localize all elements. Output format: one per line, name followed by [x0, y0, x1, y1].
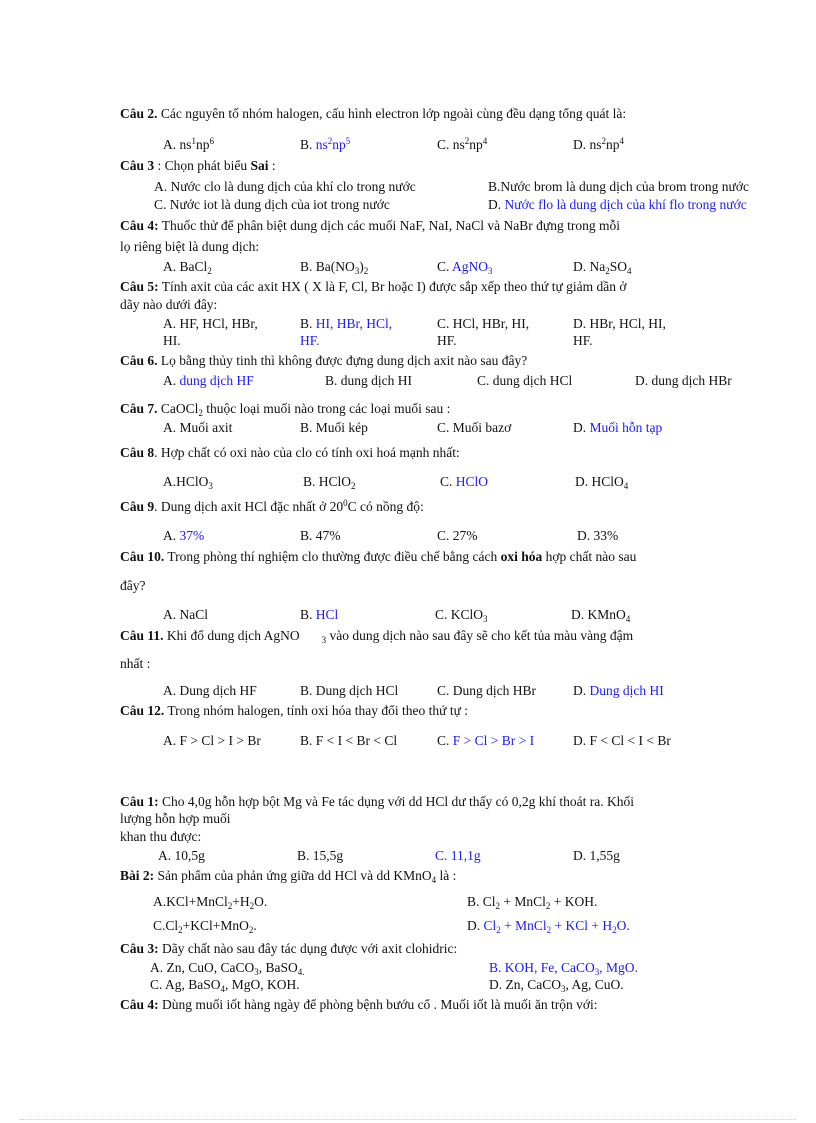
q8-option-d: D. HClO$_4$ [575, 474, 629, 491]
part2-question-1: Câu 1: Cho 4,0g hỗn hợp bột Mg và Fe tác dụng với dd HCl dư thấy có 0,2g khí thoát ra. Khối [120, 794, 634, 809]
q3-option-b: B.Nước brom là dung dịch của brom trong nước [488, 179, 749, 194]
question-5: Câu 5: Tính axit của các axit HX ( X là F, Cl, Br hoặc I) được sắp xếp theo thứ tự giảm dần ở [120, 279, 627, 294]
q4-option-b: B. $Ba(NO_3)_2$ [300, 259, 369, 276]
p2-option-d: D. $Cl_2$ + MnCl$_2$ + KCl + $H_2O$. [467, 918, 630, 935]
q8-option-a: A.HClO$_3$ [163, 474, 213, 491]
p2-option-b: B. $Cl_2$ + MnCl$_2$ + KOH. [467, 894, 598, 911]
question-11-line2: nhất : [120, 656, 151, 671]
question-8: Câu 8. Hợp chất có oxi nào của clo có tính oxi hoá mạnh nhất: [120, 445, 460, 460]
part2-question-2: Bài 2: Sản phẩm của phản ứng giữa dd HCl và dd KMnO$_4$ là : [120, 868, 457, 885]
q4-option-c: C. AgNO$_3$ [437, 259, 493, 276]
q3-option-a: A. Nước clo là dung dịch của khí clo trong nước [154, 179, 416, 194]
q10-option-c: C. KClO$_3$ [435, 607, 488, 624]
q7-option-b: B. Muối kép [300, 420, 368, 435]
p1-option-d: D. 1,55g [573, 848, 620, 863]
q2-option-c: C. $ns^2np^4$ [437, 136, 488, 152]
p2-option-c: $C.Cl_2+KCl+MnO_2$. [153, 918, 257, 935]
q9-option-d: D. 33% [577, 528, 619, 543]
q10-option-a: A. NaCl [163, 607, 208, 622]
q10-option-b: B. HCl [300, 607, 339, 622]
question-11: Câu 11. Khi đổ dung dịch AgNO $_3$ vào dung dịch nào sau đây sẽ cho kết tủa màu vàng đậm [120, 628, 634, 645]
p1-option-b: B. 15,5g [297, 848, 344, 863]
q4-option-a: A. BaCl$_2$ [163, 259, 212, 276]
q5-option-d: D. HBr, HCl, HI, [573, 316, 666, 331]
part2-question-4: Câu 4: Dùng muối iốt hàng ngày để phòng bệnh bướu cổ . Muối iốt là muối ăn trộn với: [120, 997, 598, 1012]
q2-option-d: D. $ns^2np^4$ [573, 136, 625, 152]
q6-option-c: C. dung dịch HCl [477, 373, 573, 388]
page-bottom-divider [20, 1119, 796, 1120]
q7-option-a: A. Muối axit [163, 420, 233, 435]
q7-option-d: D. Muối hỗn tạp [573, 420, 663, 435]
question-4-line2: lọ riêng biệt là dung dịch: [120, 239, 260, 254]
p1-option-c: C. 11,1g [435, 848, 481, 863]
p1-option-a: A. 10,5g [158, 848, 205, 863]
q6-option-b: B. dung dịch HI [325, 373, 412, 388]
p3-option-b: B. KOH, Fe, CaCO$_3$, MgO. [489, 960, 638, 977]
q9-option-c: C. 27% [437, 528, 478, 543]
q5-option-c-cont: HF. [437, 333, 457, 348]
q11-option-b: B. Dung dịch HCl [300, 683, 399, 698]
question-2: Câu 2. Các nguyên tố nhóm halogen, cấu hình electron lớp ngoài cùng đều dạng tổng quát là: [120, 106, 627, 121]
q4-option-d: D. $Na_2SO_4$ [573, 259, 632, 276]
q12-option-a: A. F > Cl > I > Br [163, 733, 261, 748]
q3-option-d: D. Nước flo là dung dịch của khí flo trong nước [488, 197, 747, 212]
question-10-line2: đây? [120, 578, 146, 593]
q2-option-a: A. $ns^1np^6$ [163, 136, 215, 152]
part2-question-3: Câu 3: Dãy chất nào sau đây tác dụng được với axit clohidric: [120, 941, 458, 956]
question-4: Câu 4: Thuốc thử để phân biệt dung dịch các muối NaF, NaI, NaCl và NaBr đựng trong mỗi [120, 218, 620, 233]
question-10: Câu 10. Trong phòng thí nghiệm clo thường được điều chế bằng cách oxi hóa hợp chất nào sau [120, 549, 637, 564]
q5-option-a-cont: HI. [163, 333, 181, 348]
q9-option-a: A. 37% [163, 528, 205, 543]
q2-option-b: B. $ns^2np^5$ [300, 136, 351, 152]
q12-option-b: B. F < I < Br < Cl [300, 733, 398, 748]
p3-option-c: C. Ag, BaSO$_4$, MgO, KOH. [150, 977, 300, 994]
part2-question-1-line2: lượng hỗn hợp muối [120, 811, 231, 826]
question-6: Câu 6. Lọ bằng thủy tinh thì không được đựng dung dịch axit nào sau đây? [120, 353, 528, 368]
question-12: Câu 12. Trong nhóm halogen, tính oxi hóa thay đổi theo thứ tự : [120, 703, 469, 718]
q6-option-d: D. dung dịch HBr [635, 373, 732, 388]
q5-option-d-cont: HF. [573, 333, 593, 348]
q12-option-d: D. F < Cl < I < Br [573, 733, 671, 748]
q8-option-b: B. HClO$_2$ [303, 474, 356, 491]
q9-option-b: B. 47% [300, 528, 341, 543]
question-7: Câu 7. CaOCl$_2$ thuộc loại muối nào trong các loại muối sau : [120, 401, 451, 418]
q5-option-b-cont: HF. [300, 333, 320, 348]
q6-option-a: A. dung dịch HF [163, 373, 254, 388]
q7-option-c: C. Muối bazơ [437, 420, 512, 435]
q3-option-c: C. Nước iot là dung dịch của iot trong nước [154, 197, 390, 212]
q5-option-a: A. HF, HCl, HBr, [163, 316, 258, 331]
question-9: Câu 9. Dung dịch axit HCl đặc nhất ở $20^0C$ có nồng độ: [120, 498, 424, 514]
q12-option-c: C. F > Cl > Br > I [437, 733, 535, 748]
p2-option-a: $A.KCl+MnCl_2+H_2O$. [153, 894, 268, 911]
part2-question-1-line3: khan thu được: [120, 829, 202, 844]
q11-option-d: D. Dung dịch HI [573, 683, 664, 698]
q11-option-c: C. Dung dịch HBr [437, 683, 536, 698]
q5-option-c: C. HCl, HBr, HI, [437, 316, 530, 331]
q10-option-d: D. KMnO$_4$ [571, 607, 631, 624]
q5-option-b: B. HI, HBr, HCl, [300, 316, 393, 331]
q11-option-a: A. Dung dịch HF [163, 683, 257, 698]
p3-option-a: A. Zn, CuO, CaCO$_3$, BaSO$_{4.}$ [150, 960, 305, 977]
q8-option-c: C. HClO [440, 474, 489, 489]
question-5-line2: dãy nào dưới đây: [120, 297, 218, 312]
p3-option-d: D. Zn, CaCO$_3$, Ag, CuO. [489, 977, 624, 994]
question-3: Câu 3 : Chọn phát biểu Sai : [120, 158, 276, 173]
